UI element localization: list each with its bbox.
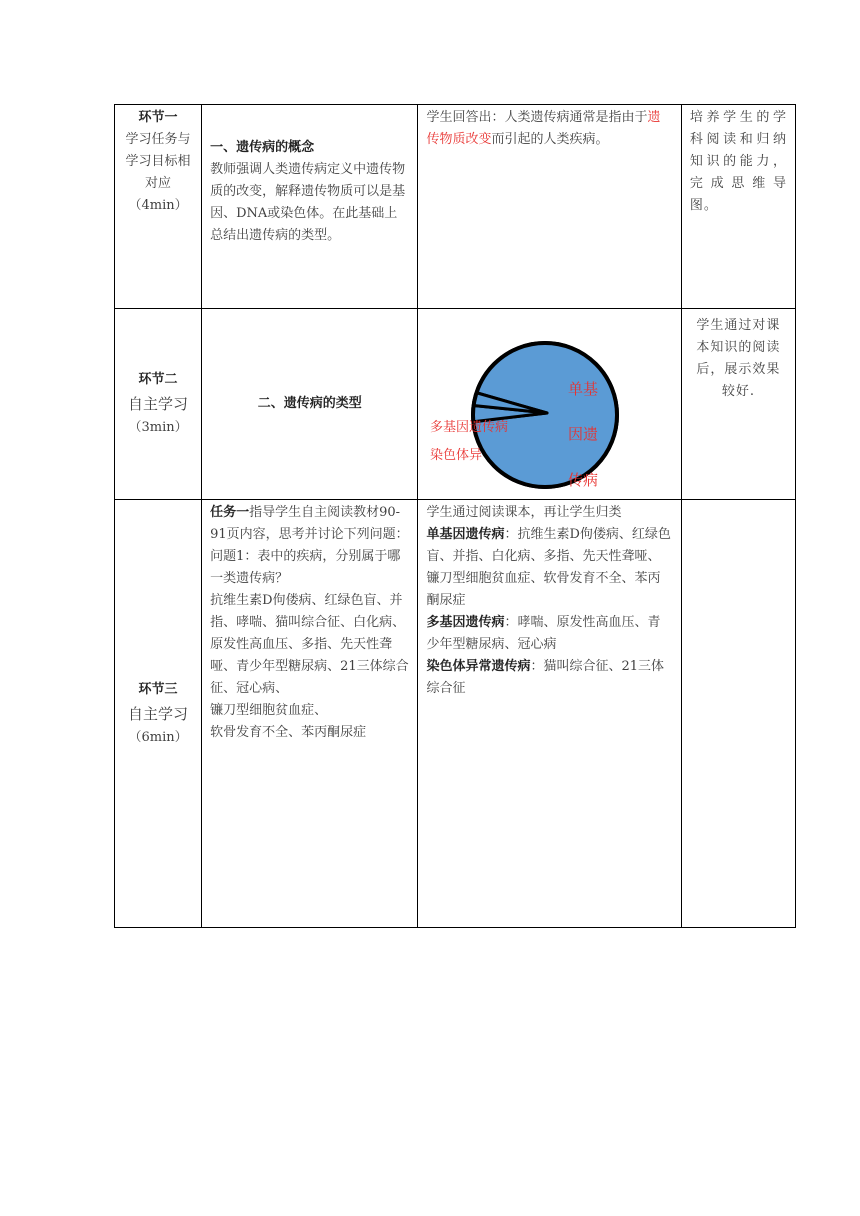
stage-sub: 自主学习	[128, 704, 189, 723]
section-heading: 一、遗传病的概念	[210, 140, 315, 155]
pie-chart	[418, 309, 681, 499]
category-items: ：抗维生素D佝偻病、红绿色盲、并指、白化病、多指、先天性聋哑、镰刀型细胞贫血症、软骨发育不全、苯丙酮尿症	[426, 527, 671, 608]
goal-cell	[681, 105, 795, 309]
section-heading: 二、遗传病的类型	[257, 396, 362, 411]
table-row	[115, 500, 796, 928]
table-row	[115, 309, 796, 500]
slice-label: 因遗	[568, 425, 599, 443]
task-text: 指导学生自主阅读教材90-91页内容，思考并讨论下列问题：	[210, 505, 409, 542]
chart-cell	[418, 309, 681, 500]
category-label: 多基因遗传病	[426, 615, 505, 630]
disease-list: 镰刀型细胞贫血症、	[210, 703, 328, 718]
category-items: ：猫叫综合征、21三体综合征	[426, 659, 664, 696]
category-label: 单基因遗传病	[426, 527, 505, 542]
disease-list: 抗维生素D佝偻病、红绿色盲、并指、哮喘、猫叫综合征、白化病、原发性高血压、多指、先天性聋哑、青少年型糖尿病、21三体综合征、冠心病、	[210, 593, 409, 696]
category-label: 染色体异常遗传病	[426, 659, 531, 674]
category-group	[426, 656, 672, 700]
slice-label: 传病	[568, 471, 599, 489]
task-label: 任务一	[210, 505, 250, 520]
teacher-cell	[202, 309, 418, 500]
stage-sub: 自主学习	[128, 395, 189, 413]
category-group	[426, 524, 672, 612]
lesson-table	[114, 104, 796, 928]
student-cell	[418, 105, 681, 309]
question-text: 问题1：表中的疾病，分别属于哪一类遗传病？	[210, 549, 401, 586]
slice-label: 多基因遗传病	[430, 420, 509, 435]
disease-list: 软骨发育不全、苯丙酮尿症	[210, 725, 367, 740]
stage-name: 环节一	[138, 110, 178, 125]
slice-label: 单基	[568, 380, 599, 398]
teacher-text: 教师强调人类遗传病定义中遗传物质的改变，解释遗传物质可以是基因、DNA或染色体。在此基础上总结出遗传病的类型。	[210, 162, 406, 243]
student-answer-end: 而引起的人类疾病。	[491, 132, 609, 147]
stage-name: 环节三	[138, 681, 178, 697]
stage-cell	[115, 105, 202, 309]
student-answer: 学生回答出：人类遗传病通常是指由于	[426, 110, 648, 125]
category-items: ：哮喘、原发性高血压、青少年型糖尿病、冠心病	[426, 615, 661, 652]
category-group	[426, 612, 672, 656]
goal-cell	[681, 500, 795, 928]
goal-text: 学生通过对课本知识的阅读后，展示效果较好.	[696, 318, 781, 399]
stage-cell	[115, 309, 202, 500]
slice-label: 染色体异	[430, 448, 483, 463]
teacher-cell	[202, 105, 418, 309]
stage-time: （3min）	[128, 420, 188, 435]
table-row	[115, 105, 796, 309]
stage-time: （6min）	[128, 729, 188, 745]
goal-cell	[681, 309, 795, 500]
stage-time: （4min）	[128, 198, 188, 213]
student-cell	[418, 500, 681, 928]
goal-text: 培养学生的学科阅读和归纳知识的能力，完成思维导图。	[689, 110, 787, 213]
highlight-text: 遗传物质改变	[426, 110, 661, 147]
stage-name: 环节二	[138, 372, 178, 387]
student-intro: 学生通过阅读课本，再让学生归类	[426, 505, 622, 520]
stage-sub: 学习任务与学习目标相对应	[125, 132, 191, 191]
teacher-cell	[202, 500, 418, 928]
stage-cell	[115, 500, 202, 928]
